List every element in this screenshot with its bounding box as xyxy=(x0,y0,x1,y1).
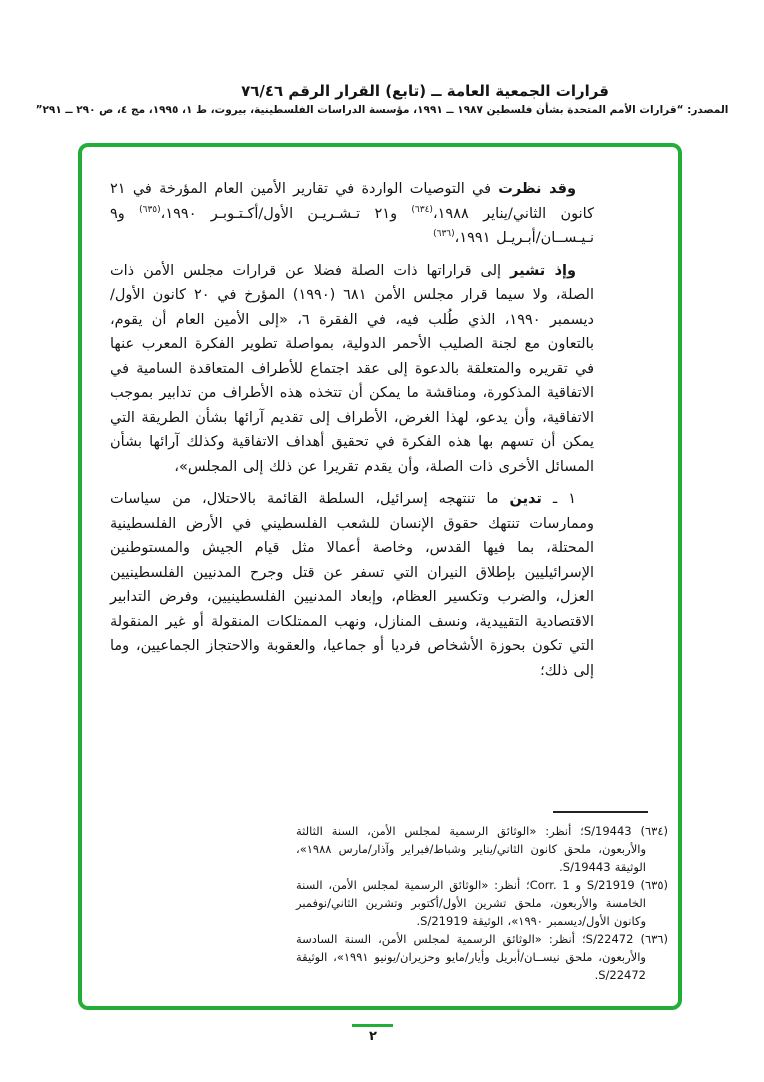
page-title: قرارات الجمعية العامة ــ (تابع) القرار الرقم ٧٦/٤٦ xyxy=(241,82,609,100)
text-segment: وإذ تشير xyxy=(510,262,576,279)
footnote-ref: (٦٣٤) xyxy=(411,204,433,215)
footnote-ref: (٦٣٥) xyxy=(139,204,161,215)
footnote-ref: (٦٣٦) xyxy=(433,229,455,239)
text-segment: في التوصيات الواردة في تقارير الأمين العام المؤرخة في ٢١ كانون الثاني/يناير ١٩٨٨، xyxy=(110,181,594,222)
paragraph xyxy=(110,487,594,683)
text-segment: وقد نظرت xyxy=(498,181,576,197)
footnote-separator-rule xyxy=(553,811,648,813)
text-segment: و٩ نـيـســان/أبـريـل ١٩٩١، xyxy=(110,205,594,246)
text-segment: ١ ـ xyxy=(541,491,577,507)
content-border-box xyxy=(78,143,682,1010)
page-number: ٢ xyxy=(369,1029,377,1044)
text-segment: و٢١ تـشـريـن الأول/أكـتـوبـر ١٩٩٠، xyxy=(160,205,412,222)
text-segment: تدين xyxy=(509,491,542,507)
footnote-list xyxy=(296,822,668,984)
footnote-item: (٦٣٤) S/19443؛ أنظر: «الوثائق الرسمية لمجلس الأمن، السنة الثالثة والأربعون، ملحق كانون الثاني/يناير وشباط/فبراير وآذار/مارس ١٩٨٨»، الوثيقة S/19443. xyxy=(296,824,668,874)
page-number-rule xyxy=(352,1024,393,1027)
source-citation-line: المصدر: “قرارات الأمم المتحدة بشأن فلسطين ١٩٨٧ ــ ١٩٩١، مؤسسة الدراسات الفلسطينية، بيروت، ط ١، ١٩٩٥، مج ٤، ص ٢٩٠ ــ ٢٩١” xyxy=(35,104,729,116)
body-paragraphs xyxy=(110,177,594,691)
text-segment: إلى قراراتها ذات الصلة فضلا عن قرارات مجلس الأمن ذات الصلة، ولا سيما قرار مجلس الأمن ٦٨١ (١٩٩٠) المؤرخ في ٢٠ كانون الأول/ديسمبر ١٩٩٠، الذي طُلب فيه، في الفقرة ٦، «إلى الأمين العام أن يقوم، بالتعاون مع لجنة الصليب الأحمر الدولية، بمواصلة تطوير الفكرة المعرب عنها في تقريره والمتعلقة بالدعوة إلى عقد اجتماع للأطراف المتعاقدة السامية في الاتفاقية المذكورة، ومناقشة ما يمكن أن تتخذه هذه الأطراف من تدابير بموجب الاتفاقية، وأن يدعو، لهذا الغرض، الأطراف إلى تقديم آرائها بشأن الطريقة التي يمكن أن تسهم بها هذه الفكرة في تحقيق أهداف الاتفاقية وكذلك آرائها بشأن المسائل الأخرى ذات الصلة، وأن يقدم تقريرا عن ذلك إلى المجلس»، xyxy=(110,262,595,475)
paragraph xyxy=(110,177,594,251)
footnote-item: (٦٣٥) S/21919 و Corr. 1؛ أنظر: «الوثائق الرسمية لمجلس الأمن، السنة الخامسة والأربعون، ملحق تشرين الأول/أكتوبر وتشرين الثاني/نوفمبر وكانون الأول/ديسمبر ١٩٩٠»، الوثيقة S/21919. xyxy=(296,878,668,928)
footnotes-block xyxy=(296,811,668,984)
paragraph xyxy=(110,259,594,480)
footnote-item: (٦٣٦) S/22472؛ أنظر: «الوثائق الرسمية لمجلس الأمن، السنة السادسة والأربعون، ملحق نيســان/أبريل وأيار/مايو وحزيران/يونيو ١٩٩١»، الوثيقة S/22472. xyxy=(296,932,668,982)
text-segment: ما تنتهجه إسرائيل، السلطة القائمة بالاحتلال، من سياسات وممارسات تنتهك حقوق الإنسان للشعب الفلسطيني في الأرض الفلسطينية المحتلة، بما فيها القدس، وخاصة أعمالا مثل قيام الجيش والمستوطنين الإسرائيليين بإطلاق النيران التي تسفر عن قتل وجرح المدنيين الفلسطينيين العزل، والضرب وتكسير العظام، وإبعاد المدنيين الفلسطينيين، وفرض التدابير الاقتصادية التقييدية، ونسف المنازل، ونهب الممتلكات المنقولة أو غير المنقولة التي تكون بحوزة الأشخاص فرديا أو جماعيا، والعقوبة والاحتجاز الجماعيين، وما إلى ذلك؛ xyxy=(110,491,594,679)
